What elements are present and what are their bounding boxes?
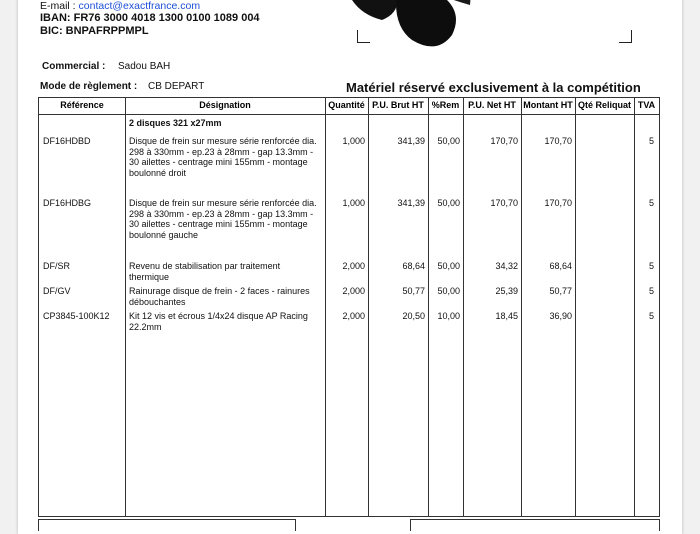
row-tva: 5 [648, 198, 654, 208]
header-pu-net: P.U. Net HT [468, 100, 516, 110]
row-tva: 5 [648, 261, 654, 271]
col-divider [428, 98, 429, 516]
row-remise: 50,00 [437, 261, 460, 271]
corner-mark-right [619, 30, 632, 43]
row-quantite: 2,000 [342, 261, 365, 271]
row-reference: DF/SR [43, 261, 70, 271]
header-divider [39, 114, 659, 115]
row-quantite: 1,000 [342, 136, 365, 146]
totals-box-right [410, 519, 660, 531]
col-divider [368, 98, 369, 516]
row-tva: 5 [648, 136, 654, 146]
row-remise: 50,00 [437, 198, 460, 208]
row-pu-brut: 341,39 [397, 136, 425, 146]
row-montant: 170,70 [544, 198, 572, 208]
commercial-label: Commercial : [42, 61, 106, 72]
row-quantite: 2,000 [342, 286, 365, 296]
logo-image [352, 0, 472, 50]
row-designation: Disque de frein sur mesure série renforcée dia. 298 à 330mm - ep.23 à 28mm - gap 13.3mm - 30 ailettes - centrage mini 155mm - montage boulonné droit [129, 136, 317, 178]
row-remise: 10,00 [437, 311, 460, 321]
row-reference: DF16HDBG [43, 198, 92, 208]
header-remise: %Rem [431, 100, 460, 110]
payment-mode-label: Mode de règlement : [40, 81, 138, 92]
header-tva: TVA [637, 100, 656, 110]
row-designation: Rainurage disque de frein - 2 faces - rainures débouchantes [129, 286, 310, 307]
header-montant: Montant HT [523, 100, 573, 110]
row-montant: 36,90 [549, 311, 572, 321]
row-pu-net: 18,45 [495, 311, 518, 321]
row-montant: 50,77 [549, 286, 572, 296]
section-title: 2 disques 321 x27mm [129, 118, 222, 128]
header-reference: Référence [60, 100, 104, 110]
row-pu-net: 170,70 [490, 136, 518, 146]
row-pu-net: 170,70 [490, 198, 518, 208]
row-reference: CP3845-100K12 [43, 311, 110, 321]
col-divider [521, 98, 522, 516]
row-pu-brut: 68,64 [402, 261, 425, 271]
row-quantite: 2,000 [342, 311, 365, 321]
row-remise: 50,00 [437, 286, 460, 296]
row-tva: 5 [648, 286, 654, 296]
row-montant: 170,70 [544, 136, 572, 146]
header-pu-brut: P.U. Brut HT [372, 100, 424, 110]
row-reference: DF16HDBD [43, 136, 91, 146]
row-designation: Kit 12 vis et écrous 1/4x24 disque AP Racing 22.2mm [129, 311, 308, 332]
row-designation: Revenu de stabilisation par traitement thermique [129, 261, 281, 282]
corner-mark-left [357, 30, 370, 43]
col-divider [325, 98, 326, 516]
payment-mode-value: CB DEPART [148, 81, 205, 92]
row-pu-net: 34,32 [495, 261, 518, 271]
row-tva: 5 [648, 311, 654, 321]
totals-box-left [38, 519, 296, 531]
commercial-value: Sadou BAH [118, 61, 171, 72]
col-divider [463, 98, 464, 516]
header-qte-reliquat: Qté Reliquat [577, 100, 631, 110]
row-remise: 50,00 [437, 136, 460, 146]
row-montant: 68,64 [549, 261, 572, 271]
header-designation: Désignation [199, 100, 251, 110]
row-reference: DF/GV [43, 286, 71, 296]
bic-line: BIC: BNPAFRPPMPL [40, 25, 149, 37]
row-designation: Disque de frein sur mesure série renforcée dia. 298 à 330mm - ep.23 à 28mm - gap 13.3mm - 30 ailettes - centrage mini 155mm - montage boulonné gauche [129, 198, 317, 240]
header-quantite: Quantité [328, 100, 365, 110]
col-divider [575, 98, 576, 516]
row-pu-brut: 50,77 [402, 286, 425, 296]
row-quantite: 1,000 [342, 198, 365, 208]
col-divider [125, 98, 126, 516]
email-link[interactable]: contact@exactfrance.com [78, 0, 201, 12]
invoice-table [38, 97, 660, 517]
competition-notice: Matériel réservé exclusivement à la compétition [346, 80, 641, 95]
iban-line: IBAN: FR76 3000 4018 1300 0100 1089 004 [40, 12, 260, 24]
row-pu-net: 25,39 [495, 286, 518, 296]
email-line: E-mail : contact@exactfrance.com [40, 0, 201, 12]
row-pu-brut: 20,50 [402, 311, 425, 321]
col-divider [634, 98, 635, 516]
row-pu-brut: 341,39 [397, 198, 425, 208]
